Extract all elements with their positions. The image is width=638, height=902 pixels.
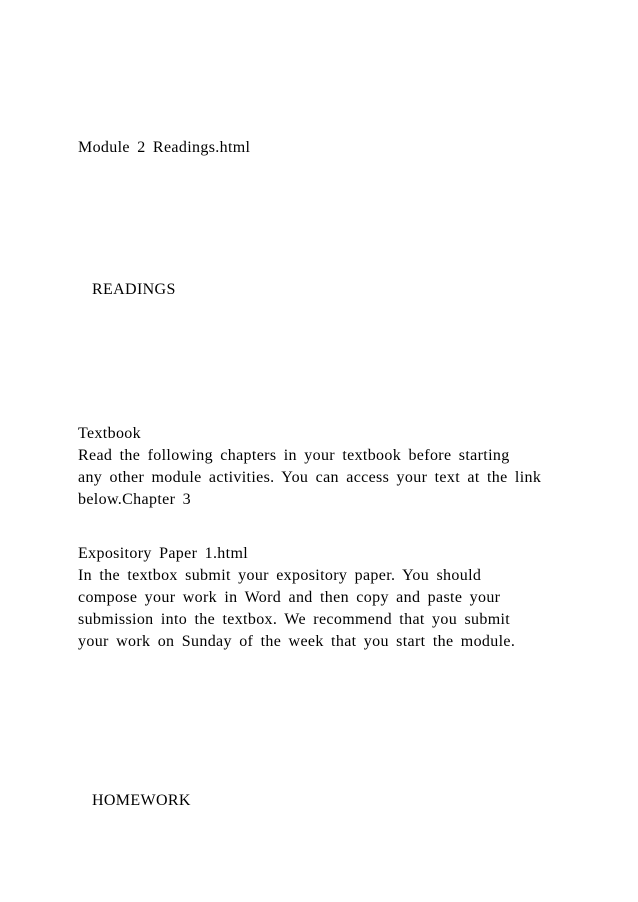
expository-line: submission into the textbox. We recommend that you submit [78, 611, 511, 628]
expository-label: Expository Paper 1.html [78, 545, 249, 562]
homework-heading: HOMEWORK [92, 792, 191, 809]
textbook-line: any other module activities. You can access your text at the link [78, 469, 542, 486]
module-title: Module 2 Readings.html [78, 139, 251, 156]
textbook-line: Read the following chapters in your textbook before starting [78, 447, 510, 464]
expository-line: In the textbox submit your expository paper. You should [78, 567, 482, 584]
textbook-label: Textbook [78, 425, 142, 442]
textbook-section [78, 423, 598, 511]
expository-section [78, 543, 598, 653]
expository-line: compose your work in Word and then copy and paste your [78, 589, 501, 606]
textbook-line: below.Chapter 3 [78, 491, 191, 508]
expository-line: your work on Sunday of the week that you start the module. [78, 633, 516, 650]
readings-heading: READINGS [92, 281, 176, 298]
